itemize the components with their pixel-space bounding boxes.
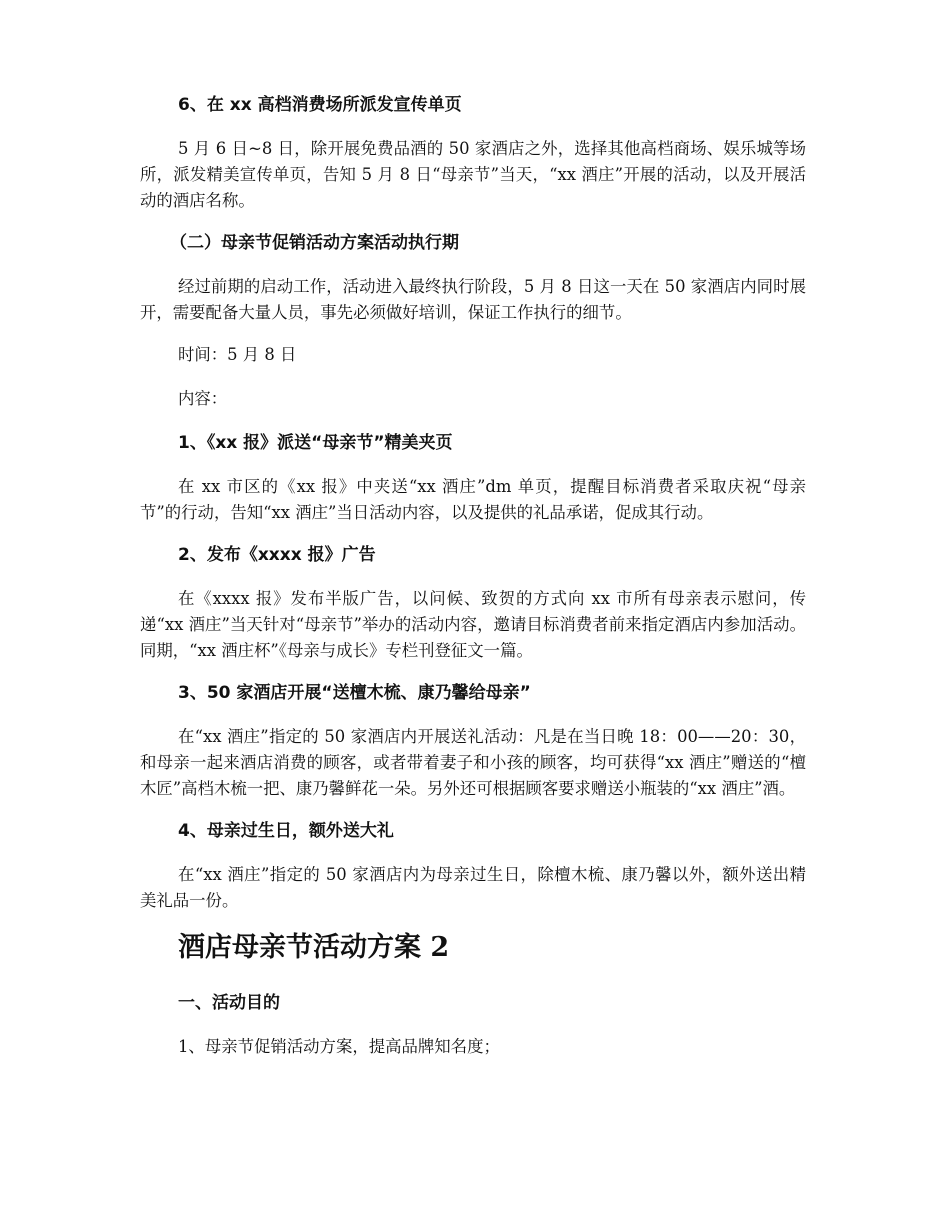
item-4-heading: 4、母亲过生日，额外送大礼 <box>178 821 394 841</box>
document-content <box>140 92 806 1076</box>
item-2-paragraph: 在《xxxx 报》发布半版广告，以问候、致贺的方式向 xx 市所有母亲表示慰问，传递“xx 酒庄”当天针对“母亲节”举办的活动内容，邀请目标消费者前来指定酒店内参加活动。同期，“xx 酒庄杯”《母亲与成长》专栏刊登征文一篇。 <box>140 589 806 660</box>
section-6-paragraph: 5 月 6 日~8 日，除开展免费品酒的 50 家酒店之外，选择其他高档商场、娱乐城等场所，派发精美宣传单页，告知 5 月 8 日“母亲节”当天，“xx 酒庄”开展的活动，以及开展活动的酒店名称。 <box>140 139 806 210</box>
execution-time: 时间：5 月 8 日 <box>178 345 297 364</box>
item-3-heading: 3、50 家酒店开展“送檀木梳、康乃馨给母亲” <box>178 683 531 703</box>
item-1-paragraph: 在 xx 市区的《xx 报》中夹送“xx 酒庄”dm 单页，提醒目标消费者采取庆祝“母亲节”的行动，告知“xx 酒庄”当日活动内容，以及提供的礼品承诺，促成其行动。 <box>140 477 806 522</box>
section-heading-6: 6、在 xx 高档消费场所派发宣传单页 <box>178 95 462 115</box>
execution-content-label: 内容： <box>178 389 228 408</box>
item-2-heading: 2、发布《xxxx 报》广告 <box>178 545 376 565</box>
plan-2-title: 酒店母亲节活动方案 2 <box>178 932 450 963</box>
item-3-paragraph: 在“xx 酒庄”指定的 50 家酒店内开展送礼活动：凡是在当日晚 18：00——20：30，和母亲一起来酒店消费的顾客，或者带着妻子和小孩的顾客，均可获得“xx 酒庄”赠送的“檀木匠”高档木梳一把、康乃馨鲜花一朵。另外还可根据顾客要求赠送小瓶装的“xx 酒庄”酒。 <box>140 727 806 798</box>
plan-2-section-heading: 一、活动目的 <box>178 993 280 1013</box>
plan-2-point-1: 1、母亲节促销活动方案，提高品牌知名度； <box>178 1037 500 1056</box>
execution-phase-heading: （二）母亲节促销活动方案活动执行期 <box>170 233 459 253</box>
execution-phase-paragraph: 经过前期的启动工作，活动进入最终执行阶段，5 月 8 日这一天在 50 家酒店内同时展开，需要配备大量人员，事先必须做好培训，保证工作执行的细节。 <box>140 277 806 322</box>
item-4-paragraph: 在“xx 酒庄”指定的 50 家酒店内为母亲过生日，除檀木梳、康乃馨以外，额外送出精美礼品一份。 <box>140 865 806 910</box>
item-1-heading: 1、《xx 报》派送“母亲节”精美夹页 <box>178 433 453 453</box>
